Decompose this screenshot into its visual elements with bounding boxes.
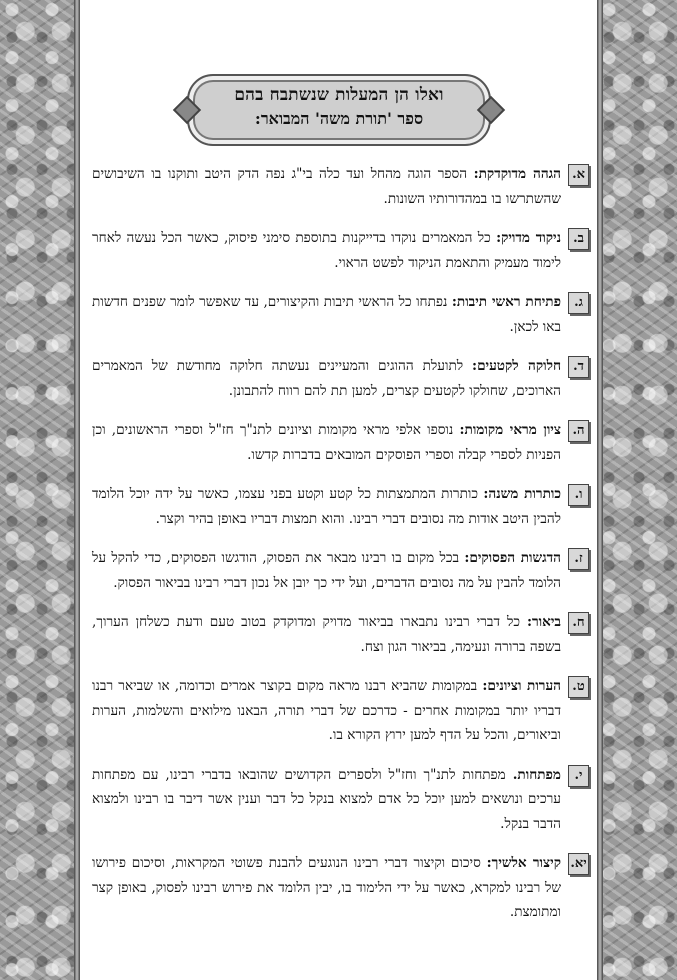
title-line-1: ואלו הן המעלות שנשתבח בהם [234,85,444,105]
item-letter-badge: ב. [568,228,589,250]
item-heading: ניקוד מדויק: [496,230,561,246]
item-text: נפתחו כל הראשי תיבות והקיצורים, עד שאפשר לומר שפנים חדשות באו לכאן. [92,294,561,335]
item-letter-badge: א. [568,164,589,186]
item-heading: ציון מראי מקומות: [459,422,561,438]
item-heading: קיצור אלשיך: [486,855,561,871]
ornamental-border-right [597,0,677,980]
item-text: נוספו אלפי מראי מקומות וציונים לתנ"ך חז"ל וספרי הראשונים, וכן הפניות לספרי קבלה וספרי הפוסקים המובאים בדברות קדשו. [92,422,561,463]
virtues-list [92,162,585,940]
item-text: כל דברי רבינו נתבארו בביאור מדויק ומדוקדק בטוב טעם ודעת כשלחן הערוך, בשפה ברורה ונעימה, בביאור הגון וצח. [92,614,561,655]
item-heading: הערות וציונים: [482,678,561,694]
list-item [92,674,585,748]
item-text: במקומות שהביא רבנו מראה מקום בקוצר אמרים וכדומה, או שביאר רבנו דבריו יותר במקומות אחרים - כדרכם של דברי תורה, הבאנו מילואים והשלמות, הערות וביאורים, והכל על הדף למען ירוץ הקורא בו. [92,678,561,743]
item-letter-badge: ה. [568,420,589,442]
item-text: מפתחות לתנ"ך וחז"ל ולספרים הקדושים שהובאו בדברי רבינו, עם מפתחות ערכים ונושאים למען יוכל כל אדם למצוא בנקל כל דבר וענין אשר דיבר בו רבינו ולמצוא הדבר בנקל. [92,766,561,832]
title-line-2: ספר 'תורת משה' המבואר: [254,109,424,128]
item-letter-badge: י. [568,765,589,787]
list-item [92,763,585,837]
item-letter-badge: יא. [568,853,589,875]
item-letter-badge: ח. [568,612,589,634]
item-heading: חלוקה לקטעים: [472,358,561,374]
item-letter-badge: ו. [568,484,589,506]
list-item [92,162,585,211]
item-heading: הדגשות הפסוקים: [464,550,561,566]
item-text: לתועלת ההוגים והמעיינים נעשתה חלוקה מחודשת של המאמרים הארוכים, שחולקו לקטעים קצרים, למען תת להם רווח להתבונן. [92,358,561,399]
item-heading: ביאור: [526,614,561,630]
item-text: הספר הוגה מהחל ועד כלה בי"ג נפה הדק היטב ותוקנו בו השיבושים שהשתרשו בו במהדורותיו השונות. [92,166,561,207]
list-item [92,482,585,531]
page-content [92,0,585,980]
item-heading: כותרות משנה: [483,486,561,502]
item-letter-badge: ג. [568,292,589,314]
title-cartouche [187,74,491,146]
item-heading: מפתחות. [512,766,561,783]
list-item [92,290,585,339]
item-letter-badge: ט. [568,676,589,698]
list-item [92,354,585,403]
item-heading: הגהה מדוקדקת: [473,166,561,182]
list-item [92,610,585,659]
item-text: כותרות המתמצתות כל קטע וקטע בפני עצמו, כאשר על ידה יוכל הלומד להבין היטב אודות מה נסובים דברי רבינו. והוא תמצות דבריו באופן בהיר וקצר. [92,486,561,527]
ornamental-border-left [0,0,80,980]
list-item [92,226,585,275]
list-item [92,546,585,595]
item-text: בכל מקום בו רבינו מבאר את הפסוק, הודגשו הפסוקים, כדי להקל על הלומד להבין על מה נסובים הדברים, ועל ידי כך יובן אל נכון דברי רבינו בביאור הפסוק. [92,550,561,591]
item-letter-badge: ז. [568,548,589,570]
item-heading: פתיחת ראשי תיבות: [451,294,561,310]
list-item [92,851,585,925]
item-letter-badge: ד. [568,356,589,378]
item-text: סיכום וקיצור דברי רבינו הנוגעים להבנת פשוטי המקראות, וסיכום פירושו של רבינו למקרא, כאשר על ידי הלימוד בו, יבין הלומד את פירוש רבינו לפסוק, באופן קצר ומתומצת. [92,855,561,920]
item-text: כל המאמרים נוקדו בדייקנות בתוספת סימני פיסוק, כאשר הכל נעשה לאחר לימוד מעמיק והתאמת הניקוד לפשט הראוי. [92,230,561,271]
list-item [92,418,585,467]
